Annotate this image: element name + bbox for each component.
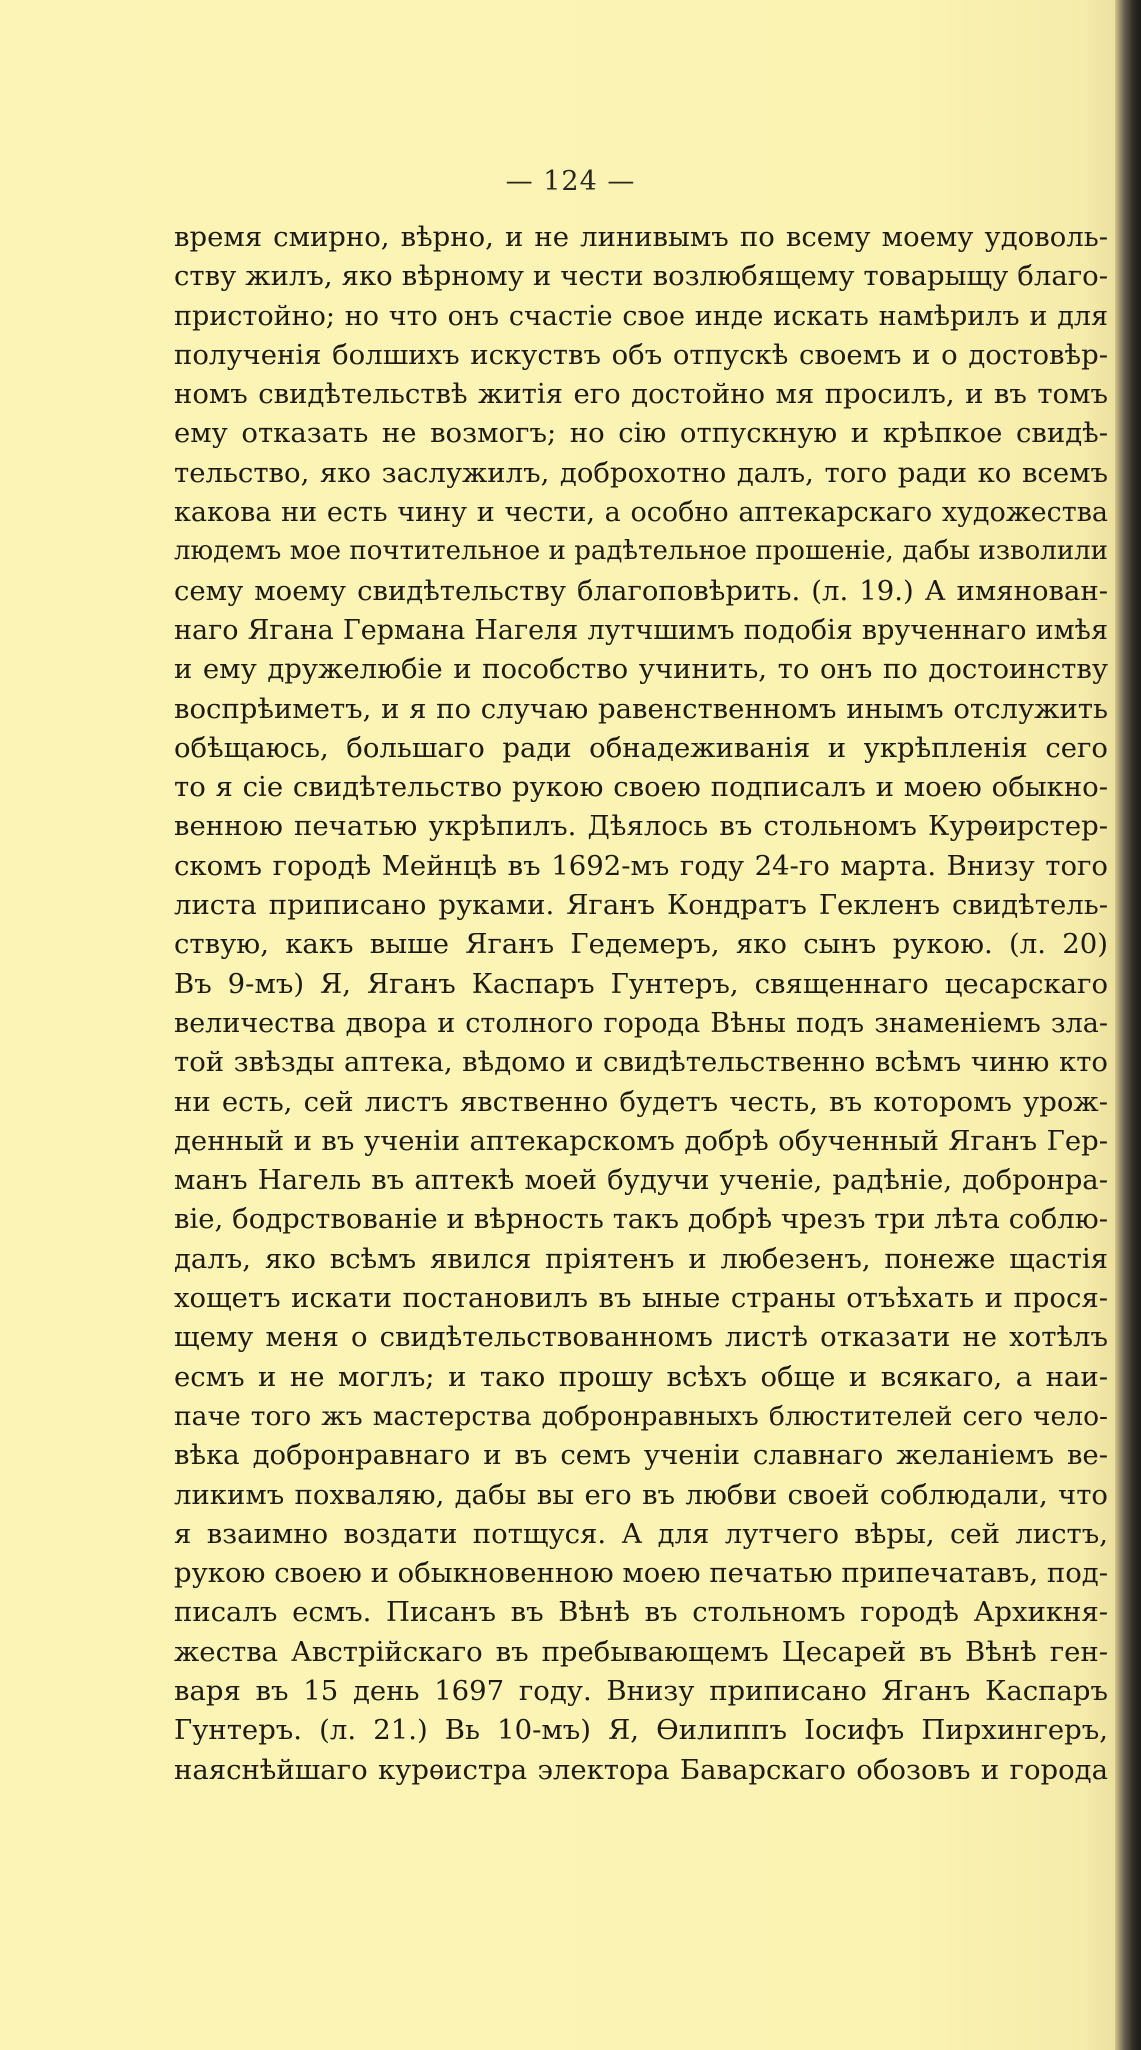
text-line: какова ни есть чину и чести, а особно аптекарскаго художества: [174, 497, 1108, 529]
text-line: и ему дружелюбіе и пособство учинить, то онъ по достоинству: [174, 653, 1108, 686]
body-text: [174, 218, 1108, 1790]
text-line: я взаимно воздати потщуся. А для лутчего вѣры, сей листъ,: [174, 1517, 1108, 1550]
book-spine-shadow: [1115, 0, 1141, 2050]
text-line: людемъ мое почтительное и радѣтельное прошеніе, дабы изволили: [174, 536, 1108, 567]
text-line: наяснѣйшаго курѳистра электора Баварскаго обозовъ и города: [174, 1753, 1108, 1786]
text-line: время смирно, вѣрно, и не линивымъ по всему моему удоволь-: [174, 221, 1108, 253]
text-line: сему моему свидѣтельству благоповѣрить. (л. 19.) А имянован-: [174, 574, 1108, 607]
text-line: варя въ 15 день 1697 году. Внизу приписано Яганъ Каспаръ: [174, 1674, 1108, 1707]
text-line: обѣщаюсь, большаго ради обнадеживанія и укрѣпленія сего: [174, 731, 1108, 764]
page-number: — 124 —: [505, 166, 636, 197]
text-line: щему меня о свидѣтельствованномъ листѣ отказати не хотѣлъ: [174, 1321, 1108, 1354]
text-line: далъ, яко всѣмъ явился пріятенъ и любезенъ, понеже щастія: [174, 1242, 1108, 1275]
text-line: денный и въ ученіи аптекарскомъ добрѣ обученный Яганъ Гер-: [174, 1124, 1108, 1157]
text-line: скомъ городѣ Мейнцѣ въ 1692-мъ году 24-го марта. Внизу того: [174, 849, 1108, 882]
text-line: венною печатью укрѣпилъ. Дѣялось въ стольномъ Курѳирстер-: [174, 810, 1108, 843]
text-line: писалъ есмъ. Писанъ въ Вѣнѣ въ стольномъ городѣ Архикня-: [174, 1596, 1108, 1629]
text-line: вѣка добронравнаго и въ семъ ученіи славнаго желаніемъ ве-: [174, 1439, 1108, 1472]
text-line: той звѣзды аптека, вѣдомо и свидѣтельственно всѣмъ чиню кто: [174, 1046, 1108, 1079]
text-line: ему отказать не возмогъ; но сію отпускную и крѣпкое свидѣ-: [174, 417, 1108, 450]
text-line: есмъ и не моглъ; и тако прошу всѣхъ обще и всякаго, а наи-: [174, 1360, 1108, 1393]
text-line: віе, бодрствованіе и вѣрность такъ добрѣ чрезъ три лѣта соблю-: [174, 1203, 1108, 1236]
text-line: полученія болшихъ искуствъ объ отпускѣ своемъ и о достовѣр-: [174, 338, 1108, 371]
text-line: листа приписано руками. Яганъ Кондратъ Гекленъ свидѣтель-: [174, 889, 1108, 922]
text-line: манъ Нагель въ аптекѣ моей будучи ученіе, радѣніе, добронра-: [174, 1164, 1108, 1197]
text-line: рукою своею и обыкновенною моею печатью припечатавъ, под-: [174, 1557, 1108, 1590]
text-line: воспрѣиметъ, и я по случаю равенственномъ инымъ отслужить: [174, 692, 1108, 725]
text-line: величества двора и столного города Вѣны подъ знаменіемъ зла-: [174, 1007, 1108, 1039]
text-line: паче того жъ мастерства добронравныхъ блюстителей сего чело-: [174, 1400, 1108, 1432]
text-line: пристойно; но что онъ счастіе свое инде искать намѣрилъ и для: [174, 300, 1108, 332]
text-line: хощетъ искати постановилъ въ ыные страны отъѣхать и прося-: [174, 1282, 1108, 1315]
text-line: номъ свидѣтельствѣ житія его достойно мя просилъ, и въ томъ: [174, 378, 1108, 411]
text-line: Въ 9-мъ) Я, Яганъ Каспаръ Гунтеръ, священнаго цесарскаго: [174, 967, 1108, 1000]
text-line: наго Ягана Германа Нагеля лутчшимъ подобія врученнаго имѣя: [174, 614, 1108, 646]
text-line: ликимъ похваляю, дабы вы его въ любви своей соблюдали, что: [174, 1478, 1108, 1511]
text-line: ству жилъ, яко вѣрному и чести возлюбящему товарыщу благо-: [174, 260, 1108, 293]
text-line: тельство, яко заслужилъ, доброхотно далъ, того ради ко всемъ: [174, 456, 1108, 489]
text-line: то я сіе свидѣтельство рукою своею подписалъ и моею обыкно-: [174, 771, 1108, 804]
text-line: ни есть, сей листъ явственно будетъ честь, въ которомъ урож-: [174, 1085, 1108, 1118]
text-line: Гунтеръ. (л. 21.) Вь 10-мъ) Я, Ѳилиппъ Іосифъ Пирхингеръ,: [174, 1714, 1108, 1747]
text-line: жества Австрійскаго въ пребывающемъ Цесарей въ Вѣнѣ ген-: [174, 1635, 1108, 1668]
text-line: ствую, какъ выше Яганъ Гедемеръ, яко сынъ рукою. (л. 20): [174, 928, 1108, 961]
